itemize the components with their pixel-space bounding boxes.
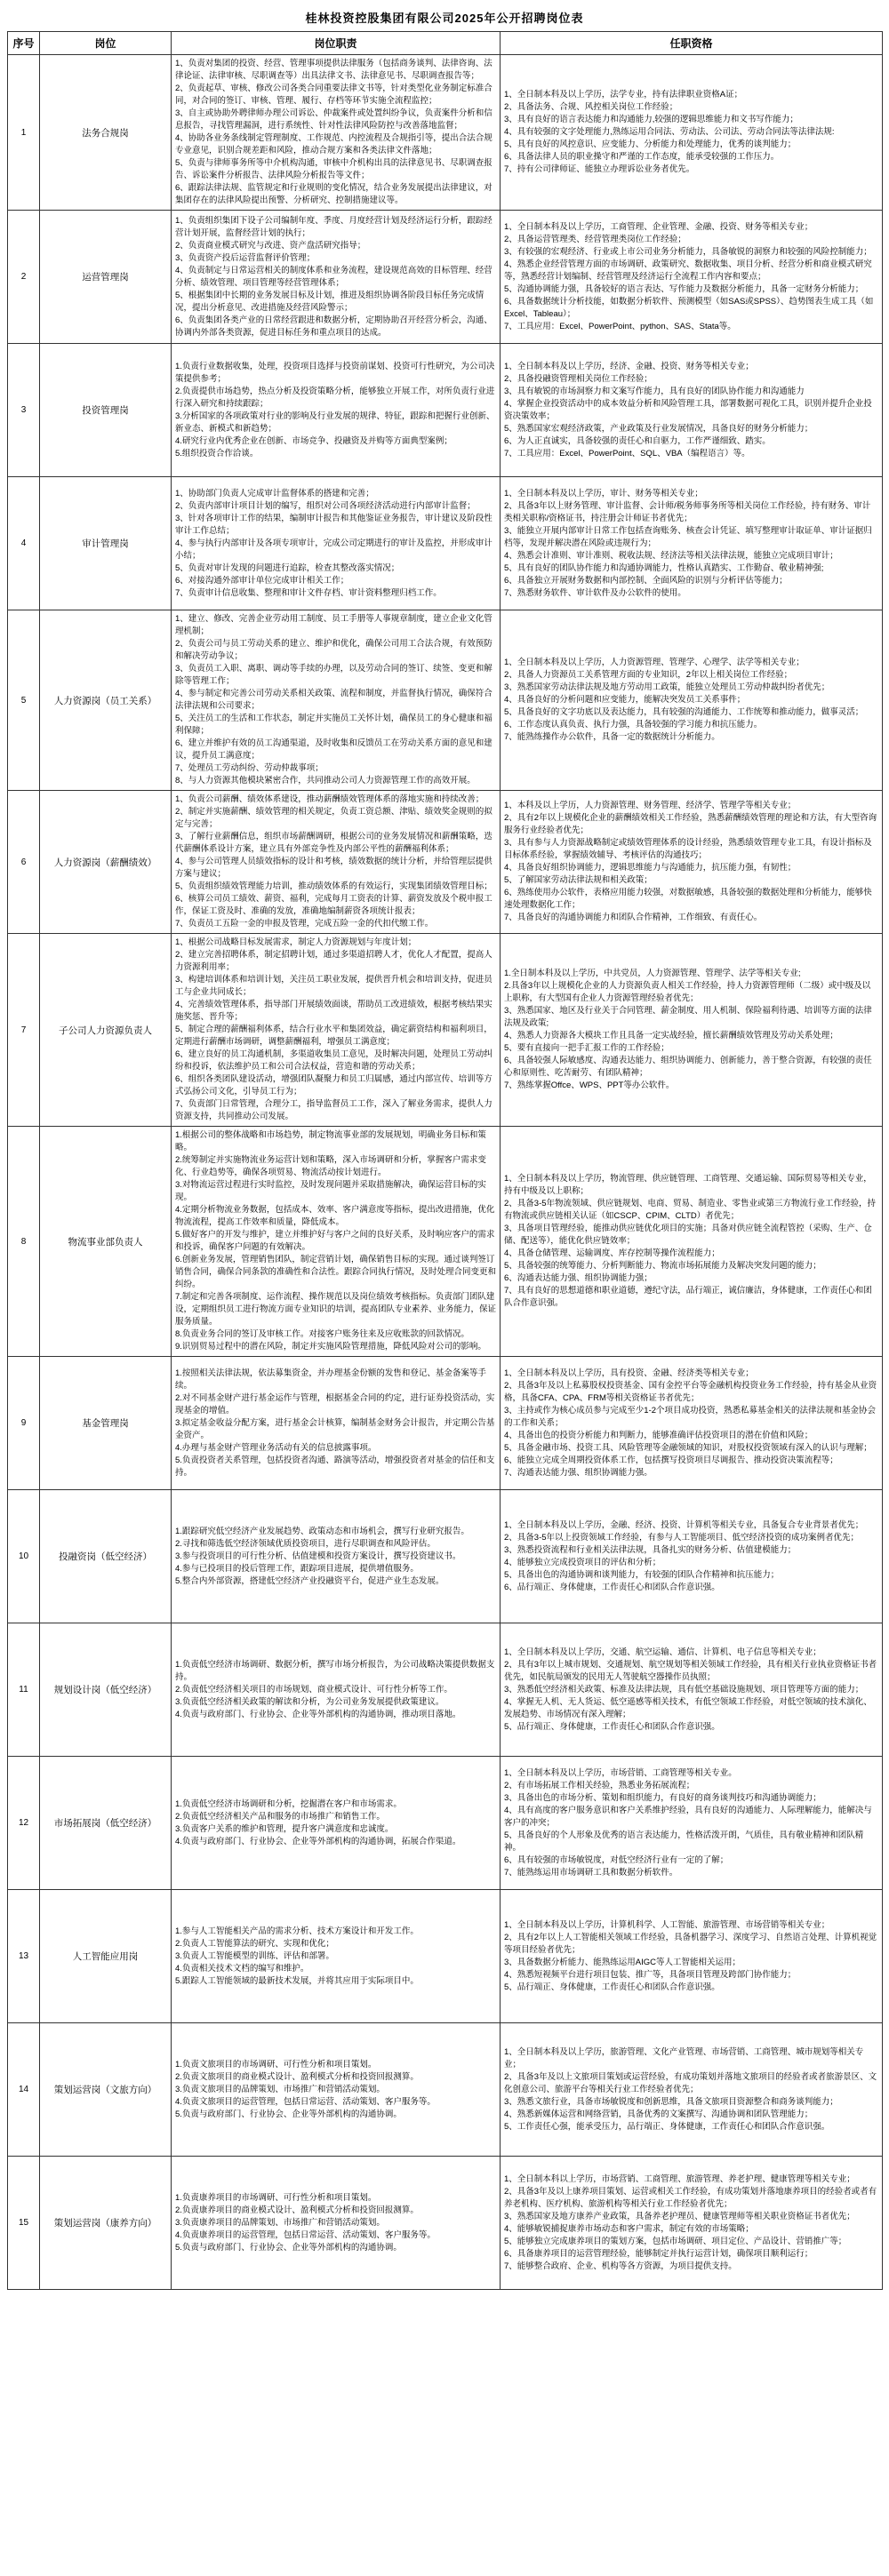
position-qualifications [501, 610, 883, 791]
qualification-line: 6、具备独立开展财务数据和内部控制、全面风险的识别与分析评估等能力； [504, 575, 788, 586]
qualification-line: 4、熟悉新媒体运营和网络营销，具备优秀的文案撰写、沟通协调和团队管理能力； [504, 2109, 813, 2119]
qualification-line: 3、具有参与人力资源战略制定或绩效管理体系的设计经验，熟悉绩效管理专业工具，有设计指标及目标体系经验，掌握绩效辅导、考核评估的沟通技巧； [504, 838, 872, 860]
position-qualifications [501, 477, 883, 610]
row-number: 4 [8, 477, 40, 610]
table-row [8, 211, 883, 344]
qualification-line: 2、具备投融资管理相关岗位工作经验； [504, 373, 653, 384]
qualification-line: 6、具有较强的市场敏锐度，对低空经济行业有一定的了解； [504, 1854, 729, 1865]
position-name: 运营管理岗 [40, 211, 172, 344]
qualification-line: 1、本科及以上学历，人力资源管理、财务管理、经济学、管理学等相关专业； [504, 801, 797, 810]
qualification-line: 5、具有良好的风控意识、应变能力、分析能力和处理能力，优秀的谈判能力； [504, 140, 797, 149]
position-duties [172, 1623, 501, 1757]
qualification-line: 5、具备出色的沟通协调和谈判能力，有较强的团队合作精神和抗压能力； [504, 1569, 780, 1580]
duty-line: 5.负责与政府部门、行业协会、企业等外部机构的沟通协调。 [175, 2242, 402, 2253]
qualification-line: 2、具备3年及以上康养项目策划、运营或相关工作经验，有成功策划并落地康养项目的经验者或者有养老机构、医疗机构、旅游机构等相关行业工作经验者优先； [504, 2186, 877, 2209]
table-row [8, 934, 883, 1127]
duty-line: 8、与人力资源其他模块紧密合作，共同推动公司人力资源管理工作的高效开展。 [175, 776, 476, 786]
position-name: 投融资岗（低空经济） [40, 1490, 172, 1623]
qualification-line: 6、沟通表达能力强、组织协调能力强； [504, 1273, 653, 1283]
table-row [8, 610, 883, 791]
qualification-line: 5、沟通协调能力强，具备较好的语言表达、写作能力及数据分析能力，具备一定财务分析能力； [504, 283, 864, 294]
duty-line: 7、处理员工劳动纠纷、劳动仲裁事项； [175, 763, 324, 773]
qualification-line: 7、能熟练运用市场调研工具和数据分析软件。 [504, 1867, 678, 1878]
duty-line: 6、核算公司员工绩效、薪资、福利，完成每月工资表的计算、薪资发放及个税申报工作，保证工资及时、准确的发放，准确地编制薪资各项统计报表； [175, 894, 493, 916]
position-qualifications [501, 344, 883, 477]
page-title: 桂林投资控股集团有限公司2025年公开招聘岗位表 [305, 12, 584, 25]
qualification-line: 4、能够敏锐捕捉康养市场动态和客户需求，制定有效的市场策略； [504, 2223, 754, 2234]
position-name: 人力资源岗（薪酬绩效） [40, 791, 172, 934]
table-row [8, 1357, 883, 1490]
duty-line: 3.负责客户关系的维护和管理，提升客户满意度和忠诚度。 [175, 1823, 394, 1834]
position-duties [172, 934, 501, 1127]
position-duties [172, 2157, 501, 2290]
duty-line: 2、负责商业模式研究与改进、资产盘活研究指导； [175, 240, 366, 251]
row-number: 5 [8, 610, 40, 791]
position-duties [172, 55, 501, 211]
duty-line: 5.做好客户的开发与维护，建立并维护好与客户之间的良好关系，及时响应客户的需求和投诉，确保客户问题的有效解决。 [175, 1230, 495, 1252]
duty-line: 1.参与人工智能相关产品的需求分析、技术方案设计和开发工作。 [175, 1926, 419, 1936]
duty-line: 3.负责文旅项目的品牌策划、市场推广和营销活动策划。 [175, 2084, 385, 2094]
position-qualifications [501, 934, 883, 1127]
position-duties [172, 1757, 501, 1890]
duty-line: 5.负责与政府部门、行业协会、企业等外部机构的沟通协调。 [175, 2109, 402, 2119]
duty-line: 1.负责康养项目的市场调研、可行性分析和项目策划。 [175, 2192, 377, 2203]
duty-line: 3、了解行业薪酬信息，组织市场薪酬调研，根据公司的业务发展情况和薪酬策略，迭代薪酬体系设计方案，建立具有外部竞争性及内部公平性的薪酬福利体系； [175, 832, 493, 854]
qualification-line: 4、掌握无人机、无人货运、低空遥感等相关技术，有低空领域工作经验，对低空领域的技术演化、发展趋势、市场情况有深入理解； [504, 1696, 872, 1719]
qualification-line: 1、全日制本科及以上学历，审计、财务等相关专业； [504, 488, 703, 498]
qualification-line: 1、全日制本科及以上学历，法学专业，持有法律职业资格A证； [504, 90, 743, 100]
qualification-line: 2、具备人力资源员工关系管理方面的专业知识，2年以上相关岗位工作经验； [504, 670, 793, 680]
qualification-line: 4、具备良好组织协调能力，逻辑思维能力与沟通能力，抗压能力强，有韧性； [504, 863, 797, 873]
row-number: 14 [8, 2023, 40, 2157]
duty-line: 1.负责低空经济市场调研和分析，挖掘潜在客户和市场需求。 [175, 1798, 402, 1809]
qualification-line: 3、熟悉国家劳动法律法规及地方劳动用工政策，能独立处理员工劳动仲裁纠纷者优先； [504, 682, 830, 692]
recruitment-table [7, 31, 883, 2290]
qualification-line: 7、熟练掌握Offce、WPS、PPT等办公软件。 [504, 1081, 675, 1090]
qualification-line: 1.全日制本科及以上学历，中共党员，人力资源管理、管理学、法学等相关专业; [504, 969, 801, 978]
row-number: 1 [8, 55, 40, 211]
duty-line: 3、构建培训体系和培训计划，关注员工职业发展，提供晋升机会和培训支持，促进员工与企业共同成长； [175, 975, 493, 997]
qualification-line: 5、了解国家劳动法律法规和相关政策； [504, 875, 653, 885]
duty-line: 3.负责低空经济相关政策的解读和分析，为公司业务发展提供政策建议。 [175, 1696, 444, 1707]
duty-line: 4、协助各业务条线制定管理制度、工作规范、内控流程及合规指引等，提出合法合规专业意见，识别合规差距和风险，推动合规方案和各类法律文件落地； [175, 133, 493, 156]
qualification-line: 2、有市场拓展工作相关经验，熟悉业务拓展流程； [504, 1780, 695, 1790]
duty-line: 2.负责康养项目的商业模式设计、盈利模式分析和投资回报测算。 [175, 2205, 419, 2215]
qualification-line: 2、具备运营管理类、经营管理类岗位工作经验； [504, 234, 686, 244]
qualification-line: 6、工作态度认真负责、执行力强，具备较强的学习能力和抗压能力。 [504, 720, 763, 730]
position-name: 物流事业部负责人 [40, 1127, 172, 1357]
position-qualifications [501, 1890, 883, 2023]
duty-line: 4、参与公司管理人员绩效指标的设计和考核，绩效数据的统计分析，并给管理层提供方案与建议； [175, 857, 493, 879]
header-row [8, 32, 883, 55]
position-duties [172, 211, 501, 344]
duty-line: 6、建立良好的员工沟通机制，多渠道收集员工意见，及时解决问题，处理员工劳动纠纷和投诉，依法维护员工和公司合法权益，营造和谐的劳动关系； [175, 1049, 493, 1072]
duty-line: 1.根据公司的整体战略和市场趋势，制定物流事业部的发展规划，明确业务目标和策略。 [175, 1130, 486, 1152]
duty-line: 1、负责对集团的投资、经营、管理事项提供法律服务（包括商务谈判、法律咨询、法律论证、法律审核、尽职调查等）出具法律文书、法律意见书、尽职调查报告等； [175, 59, 493, 81]
qualification-line: 1、全日制本科及以上学历，市场营销、工商管理等相关专业。 [504, 1767, 737, 1778]
qualification-line: 3、熟悉投资流程和行业相关法律法规，具备扎实的财务分析、估值建模能力； [504, 1544, 797, 1555]
position-duties [172, 1357, 501, 1490]
qualification-line: 7、持有公司律师证、能独立办理诉讼业务者优先。 [504, 164, 695, 174]
duty-line: 1、协助部门负责人完成审计监督体系的搭建和完善； [175, 488, 374, 498]
duty-line: 4.负责文旅项目的运营管理，包括日常运营、活动策划、客户服务等。 [175, 2096, 436, 2107]
duty-line: 3.参与投资项目的可行性分析、估值建模和投资方案设计，撰写投资建议书。 [175, 1551, 461, 1561]
qualification-line: 1、全日制本科及以上学历，旅游管理、文化产业管理、市场营销、工商管理、城市规划等相关专业； [504, 2046, 864, 2070]
qualification-line: 7、具备良好的沟通协调能力和团队合作精神，工作细致、有责任心。 [504, 913, 763, 922]
qualification-line: 6、熟练使用办公软件，表格应用能力较强，对数据敏感，具备较强的数据处理和分析能力，能够快速处理数据化工作； [504, 888, 872, 910]
position-name: 人力资源岗（员工关系） [40, 610, 172, 791]
qualification-line: 1、全日制本科及以上学历，交通、航空运输、通信、计算机、电子信息等相关专业； [504, 1647, 821, 1657]
qualification-line: 2.具备3年以上规模化企业的人力资源负责人相关工作经验，持人力资源管理师（二级）或中级及以上职称，有大型国有企业人力资源管理经验者优先； [504, 981, 871, 1003]
table-row [8, 1127, 883, 1357]
table-row [8, 2023, 883, 2157]
qualification-line: 1、全日制本科以上学历，市场营销、工商管理、旅游管理、养老护理、健康管理等相关专业； [504, 2173, 855, 2184]
duty-line: 7、负责员工五险一金的申报及管理，完成五险一金的代扣代缴工作。 [175, 919, 434, 929]
duty-line: 1.跟踪研究低空经济产业发展趋势、政策动态和市场机会，撰写行业研究报告。 [175, 1526, 469, 1536]
qualification-line: 5、品行端正、身体健康，工作责任心和团队合作意识强。 [504, 1982, 720, 1992]
duty-line: 6、对接沟通外部审计单位完成审计相关工作； [175, 575, 349, 586]
qualification-line: 3、熟悉国家及地方康养产业政策，具备养老护理员、健康管理师等相关职业资格证书者优先； [504, 2211, 855, 2221]
row-number: 3 [8, 344, 40, 477]
duty-line: 5、关注员工的生活和工作状态，制定并实施员工关怀计划，确保员工的身心健康和福利保障； [175, 714, 493, 736]
qualification-line: 4、掌握企业投资活动中的成本效益分析和风险管理工具，部署数据可视化工具，识别并提升企业投资决策效率； [504, 398, 872, 421]
table-row [8, 2157, 883, 2290]
duty-line: 2.负责低空经济相关项目的市场规划、商业模式设计、可行性分析等工作。 [175, 1684, 453, 1695]
qualification-line: 2、具备3年及以上文旅项目策划或运营经验，有成功策划并落地文旅项目的经验者或者旅游景区、文化创意公司、旅游平台等相关行业工作经验者优先； [504, 2071, 877, 2094]
position-name: 投资管理岗 [40, 344, 172, 477]
row-number: 10 [8, 1490, 40, 1623]
qualification-line: 1、全日制本科及以上学历，人力资源管理、管理学、心理学、法学等相关专业； [504, 658, 805, 667]
duty-line: 5、负责组织绩效管理能力培训，推动绩效体系的有效运行，实现集团绩效管理目标； [175, 881, 493, 891]
qualification-line: 3、熟悉国家、地区及行业关于合同管理、薪金制度、用人机制、保险福利待遇、培训等方面的法律法规及政策; [504, 1006, 872, 1028]
position-duties [172, 1490, 501, 1623]
qualification-line: 2、具备3-5年以上投资领域工作经验，有参与人工智能项目、低空经济投资的成功案例者优先； [504, 1532, 860, 1543]
qualification-line: 3、能独立开展内部审计日常工作包括查询账务、核查会计凭证、填写整理审计取证单、审计证据归档等，发现并解决潜在风险或违规行为； [504, 525, 872, 548]
position-name: 基金管理岗 [40, 1357, 172, 1490]
duty-line: 3、负责员工入职、离职、调动等手续的办理，以及劳动合同的签订、续签、变更和解除等管理工作； [175, 664, 493, 686]
qualification-line: 2、具备3年及以上私募股权投资基金、国有金控平台等金融机构投资业务工作经验，持有基金从业资格，具备CFA、CPA、FRM等相关资格证书者优先； [504, 1380, 877, 1403]
duty-line: 4.参与已投项目的投后管理工作，跟踪项目进展，提供增值服务。 [175, 1563, 419, 1574]
duty-line: 5.负责投资者关系管理，包括投资者沟通、路演等活动，增强投资者对基金的信任和支持。 [175, 1455, 495, 1478]
qualification-line: 1、全日制本科及以上学历，经济、金融、投资、财务等相关专业； [504, 361, 754, 371]
duty-line: 5、制定合理的薪酬福利体系，结合行业水平和集团效益，确定薪资结构和福利项目，定期进行薪酬市场调研，调整薪酬福利，增强员工满意度； [175, 1025, 493, 1047]
duty-line: 3.负责人工智能模型的训练、评估和部署。 [175, 1950, 334, 1961]
duty-line: 5、负责与律师事务所等中介机构沟通，审核中介机构出具的法律意见书、尽职调查报告、诉讼案件分析报告、法律风险分析报告等文件； [175, 158, 493, 180]
qualification-line: 3、具备项目管理经验，能推动供应链优化项目的实施；具备对供应链全流程管控（采购、生产、仓储、配送等），能优化供应链效率； [504, 1224, 872, 1246]
duty-line: 4.负责相关技术文档的编写和维护。 [175, 1963, 309, 1974]
duty-line: 5.跟踪人工智能领域的最新技术发展，并将其应用于实际项目中。 [175, 1975, 419, 1986]
qualification-line: 5、具备较强的统筹能力、分析判断能力、物流市场拓展能力及解决突发问题的能力； [504, 1261, 821, 1271]
duty-line: 4、参与执行内部审计及各项专项审计，完成公司定期进行的审计及监控，并形成审计小结； [175, 538, 493, 561]
qualification-line: 2、具备3-5年物流领域、供应链规划、电商、贸易、制造业、零售业或第三方物流行业工作经验，持有物流或供应链相关认证（如CSCP、CPIM、CLTD）者优先； [504, 1199, 877, 1221]
row-number: 13 [8, 1890, 40, 2023]
qualification-line: 1、全日制本科及以上学历，工商管理、企业管理、金融、投资、财务等相关专业； [504, 221, 813, 232]
position-name: 规划设计岗（低空经济） [40, 1623, 172, 1757]
position-qualifications [501, 1357, 883, 1490]
qualification-line: 7、工具应用：Excel、PowerPoint、python、SAS、Stata等。 [504, 321, 736, 331]
duty-line: 4.办理与基金财产管理业务活动有关的信息披露事项。 [175, 1442, 377, 1453]
col-header-position: 岗位 [40, 32, 172, 55]
duty-line: 1.负责行业数据收集，处理，投资项目选择与投资前谋划、投资可行性研究，为公司决策提供参考； [175, 361, 495, 384]
duty-line: 4、完善绩效管理体系，指导部门开展绩效面谈，帮助员工改进绩效，根据考核结果实施奖惩、晋升等； [175, 1000, 493, 1022]
duty-line: 3.拟定基金收益分配方案，进行基金会计核算，编制基金财务会计报告，并定期公告基金资产。 [175, 1417, 495, 1440]
duty-line: 2.负责提供市场趋势，热点分析及投资策略分析，能够独立开展工作，对所负责行业进行深入研究和持续跟踪； [175, 386, 495, 409]
col-header-qualifications: 任职资格 [501, 32, 883, 55]
duty-line: 1、建立、修改、完善企业劳动用工制度、员工手册等人事规章制度，建立企业文化管理机制； [175, 614, 493, 636]
duty-line: 8.负责业务合同的签订及审核工作。对接客户账务往来及应收账款的回款情况。 [175, 1329, 469, 1339]
position-name: 市场拓展岗（低空经济） [40, 1757, 172, 1890]
qualification-line: 1、全日制本科及以上学历，具有投资、金融、经济类等相关专业； [504, 1368, 754, 1378]
qualification-line: 4、具备仓储管理、运输调度、库存控制等操作流程能力； [504, 1248, 720, 1258]
qualification-line: 5、要有直接向一把手汇报工作的工作经验； [504, 1043, 669, 1053]
table-row [8, 1890, 883, 2023]
position-duties [172, 610, 501, 791]
qualification-line: 3、具有敏锐的市场洞察力和文案写作能力，具有良好的团队协作能力和沟通能力 [504, 386, 805, 396]
qualification-line: 5、具备良好的文字功底以及表达能力，具有较强的沟通能力、工作统筹和推动能力，做事灵活； [504, 707, 864, 717]
duty-line: 1、负责公司薪酬、绩效体系建设，推动薪酬绩效管理体系的落地实施和持续改善； [175, 794, 485, 804]
qualification-line: 1、全日制本科及以上学历，金融、经济、投资、计算机等相关专业，具备复合专业背景者优先； [504, 1519, 864, 1530]
table-row [8, 1623, 883, 1757]
qualification-line: 3、熟悉文旅行业，具备市场敏锐度和创新思维，具备文旅项目资源整合和商务谈判能力； [504, 2096, 838, 2107]
qualification-line: 6、具备康养项目的运营管理经验，能够制定并执行运营计划，确保项目顺利运行； [504, 2248, 813, 2259]
duty-line: 2、建立完善招聘体系，制定招聘计划，通过多渠道招聘人才，优化人才配置，提高人力资源利用率； [175, 950, 493, 972]
duty-line: 2.负责低空经济相关产品和服务的市场推广和销售工作。 [175, 1811, 385, 1822]
qualification-line: 7、熟悉财务软件、审计软件及办公软件的使用。 [504, 587, 686, 598]
position-qualifications [501, 1490, 883, 1623]
qualification-line: 5、工作责任心强，能承受压力，品行端正、身体健康，工作责任心和团队合作意识强。 [504, 2121, 830, 2132]
row-number: 15 [8, 2157, 40, 2290]
duty-line: 4、负责制定与日常运营相关的制度体系和业务流程，建设规范高效的目标管理、经营分析、绩效管理、项目管理等经营管理体系； [175, 265, 493, 288]
position-name: 策划运营岗（文旅方向） [40, 2023, 172, 2157]
row-number: 9 [8, 1357, 40, 1490]
qualification-line: 4、熟悉短视频平台进行项目包装、推广等，具备项目管理及跨部门协作能力； [504, 1969, 797, 1980]
duty-line: 1、负责组织集团下设子公司编制年度、季度、月度经营计划及经济运行分析，跟踪经营计划开展，监督经营计划的执行； [175, 215, 493, 238]
position-name: 子公司人力资源负责人 [40, 934, 172, 1127]
duty-line: 9.识别贸易过程中的潜在风险，制定并实施风险管理措施，降低风险对公司的影响。 [175, 1342, 486, 1352]
qualification-line: 2、具有2年以上规模化企业的薪酬绩效相关工作经验，熟悉薪酬绩效管理的理论和方法，有大型咨询服务行业经验者优先； [504, 813, 877, 835]
position-qualifications [501, 211, 883, 344]
qualification-line: 7、工具应用：Excel、PowerPoint、SQL、VBA（编程语言）等。 [504, 448, 750, 459]
qualification-line: 5、具有良好的团队协作能力和沟通协调能力，性格认真踏实、工作勤奋、敬业精神强; [504, 562, 824, 573]
duty-line: 6.创新业务发展，管理销售团队，制定营销计划，确保销售目标的实现。通过谈判签订销售合同，确保合同条款的准确性和合法性。跟踪合同执行情况，及时处理合同变更和纠纷。 [175, 1255, 497, 1289]
position-name: 人工智能应用岗 [40, 1890, 172, 2023]
duty-line: 3.负责康养项目的品牌策划、市场推广和营销活动策划。 [175, 2217, 385, 2228]
qualification-line: 6、品行端正、身体健康，工作责任心和团队合作意识强。 [504, 1582, 720, 1592]
duty-line: 7.制定和完善各项制度、运作流程、操作规范以及岗位绩效考核指标。负责部门团队建设，定期组织员工进行物流方面专业知识的培训，提高团队专业素养、业务能力，保证服务质量。 [175, 1292, 497, 1327]
duty-line: 5.整合内外部资源，搭建低空经济产业投融资平台，促进产业生态发展。 [175, 1575, 444, 1586]
duty-line: 2、负责公司与员工劳动关系的建立、维护和优化，确保公司用工合法合规，有效预防和解决劳动争议； [175, 639, 493, 661]
row-number: 2 [8, 211, 40, 344]
qualification-line: 1、全日制本科及以上学历，物流管理、供应链管理、工商管理、交通运输、国际贸易等相关专业，持有中级及以上职称； [504, 1174, 872, 1196]
row-number: 8 [8, 1127, 40, 1357]
position-name: 法务合规岗 [40, 55, 172, 211]
duty-line: 2.统筹制定并实施物流业务运营计划和策略，深入市场调研和分析，掌握客户需求变化、行业趋势等，确保各项贸易、物流活动按计划进行。 [175, 1155, 486, 1177]
duty-line: 5、负责对审计发现的问题进行追踪，检查其整改落实情况； [175, 562, 400, 573]
qualification-line: 4、具有较强的文字处理能力,熟练运用合同法、劳动法、公司法、劳动合同法等法律法规: [504, 127, 835, 137]
qualification-line: 4、熟悉企业经营管理方面的市场调研、政策研究、数据收集、项目分析、经营分析和商业模式研究等，熟悉经营计划编制、经营管理及经济运行全流程工作内容和要点； [504, 259, 872, 282]
table-row [8, 344, 883, 477]
position-duties [172, 791, 501, 934]
position-duties [172, 1127, 501, 1357]
qualification-line: 3、具备数据分析能力、能熟练运用AIGC等人工智能相关运用； [504, 1957, 741, 1967]
qualification-line: 6、为人正直诚实，具备较强的责任心和自驱力，工作严谨细致、踏实。 [504, 435, 771, 446]
duty-line: 7、负责部门日常管理，合理分工，指导监督员工工作，深入了解业务需求，提供人力资源支持，共同推动公司发展。 [175, 1099, 493, 1121]
duty-line: 6、建立并维护有效的员工沟通渠道，及时收集和反馈员工在劳动关系方面的意见和建议，提升员工满意度； [175, 738, 493, 761]
table-row [8, 1490, 883, 1623]
qualification-line: 2、具有3年以上城市规划、交通规划、航空规划等相关领域工作经验，具有相关行业执业资格证书者优先，如民航局颁发的民用无人驾驶航空器操作员执照； [504, 1659, 877, 1682]
qualification-line: 4、熟悉人力资源各大模块工作且具备一定实战经验，擅长薪酬绩效管理及劳动关系处理； [504, 1031, 838, 1041]
table-header [8, 32, 883, 55]
position-qualifications [501, 2023, 883, 2157]
position-qualifications [501, 1623, 883, 1757]
qualification-line: 6、具备法律人员的职业操守和严谨的工作态度，能承受较强的工作压力。 [504, 152, 780, 162]
positions-table-body [8, 55, 883, 2290]
table-row [8, 791, 883, 934]
duty-line: 3、针对各项审计工作的结果，编制审计报告和其他鉴证业务报告，审计建议及阶段性审计工作总结； [175, 513, 493, 536]
position-duties [172, 1890, 501, 2023]
position-qualifications [501, 55, 883, 211]
row-number: 12 [8, 1757, 40, 1890]
qualification-line: 5、具备良好的个人形象及优秀的语言表达能力，性格活泼开朗，气质佳，具有敬业精神和团队精神。 [504, 1830, 864, 1853]
duty-line: 1.负责低空经济市场调研、数据分析，撰写市场分析报告，为公司战略决策提供数据支持。 [175, 1659, 495, 1682]
position-qualifications [501, 791, 883, 934]
position-duties [172, 2023, 501, 2157]
qualification-line: 4、具备出色的投资分析能力和判断力，能够准确评估投资项目的潜在价值和风险； [504, 1430, 813, 1440]
qualification-line: 2、具备法务、合规、风控相关岗位工作经验； [504, 102, 678, 112]
qualification-line: 6、具备数据统计分析技能，如数据分析软件、预测模型（如SAS或SPSS）、趋势图表生成工具（如Excel、Tableau）； [504, 296, 874, 319]
duty-line: 2、制定并实施薪酬、绩效管理的相关规定，负责工资总额、津贴、绩效奖金规则的拟定与完善； [175, 807, 493, 829]
row-number: 6 [8, 791, 40, 934]
position-name: 审计管理岗 [40, 477, 172, 610]
qualification-line: 3、有较强的宏观经济、行业或上市公司业务分析能力，具备敏锐的洞察力和较强的风险控制能力； [504, 246, 872, 257]
qualification-line: 4、具有高度的客户服务意识和客户关系维护经验，具有良好的沟通能力、人际理解能力，能解决与客户的冲突； [504, 1805, 872, 1828]
col-header-duties: 岗位职责 [172, 32, 501, 55]
duty-line: 4.负责康养项目的运营管理，包括日常运营、活动策划、客户服务等。 [175, 2229, 436, 2240]
duty-line: 5、根据集团中长期的业务发展目标及计划，推进及组织协调各阶段目标任务完成情况，提出分析意见、改进措施及经营风险警示； [175, 290, 485, 313]
duty-line: 6、负责集团各类产业的日常经营跟进和数据分析，定期协助召开经营分析会，沟通、协调内外部各类资源，促进目标任务和重点项目的达成。 [175, 315, 493, 338]
qualification-line: 5、能够独立完成康养项目的策划方案，包括市场调研、项目定位、产品设计、营销推广等； [504, 2236, 847, 2246]
position-duties [172, 477, 501, 610]
row-number: 11 [8, 1623, 40, 1757]
duty-line: 6、跟踪法律法规、监管规定和行业规则的变化情况，结合业务发展提出法律建议，对集团存在的法律风险提出预警、分析研究、控制措施建议等。 [175, 183, 493, 205]
position-name: 策划运营岗（康养方向） [40, 2157, 172, 2290]
duty-line: 7、负责审计信息收集、整理和审计文件存档、审计资料整理归档工作。 [175, 587, 442, 598]
qualification-line: 7、具有良好的思想道德和职业道德，遵纪守法，品行端正，诚信廉洁，身体健康，工作责任心和团队合作意识强。 [504, 1286, 872, 1308]
position-qualifications [501, 2157, 883, 2290]
qualification-line: 3、熟悉低空经济相关政策、标准及法律法规，具有低空基础设施规划、项目管理等方面的能力； [504, 1684, 864, 1695]
duty-line: 4.研究行业内优秀企业在创新、市场竞争、投融资及并购等方面典型案例； [175, 435, 453, 446]
duty-line: 4.定期分析物流业务数据，包括成本、效率、客户满意度等指标，提出改进措施，优化物流流程，提高工作效率和质量，降低成本。 [175, 1205, 495, 1227]
qualification-line: 1、全日制本科及以上学历，计算机科学、人工智能、旅游管理、市场营销等相关专业； [504, 1919, 830, 1930]
qualification-line: 3、主持或作为核心成员参与完成至少1-2个项目成功投资，熟悉私募基金相关的法律法规和基金协会的工作和关系； [504, 1405, 877, 1428]
qualification-line: 4、具备良好的分析问题和应变能力，能解决突发员工关系事件； [504, 695, 746, 705]
duty-line: 2.寻找和筛选低空经济领域优质投资项目，进行尽职调查和风险评估。 [175, 1538, 436, 1549]
qualification-line: 5、具备金融市场、投资工具、风险管理等金融领域的知识，对股权投资领域有深入的认识与理解； [504, 1442, 872, 1453]
duty-line: 1、根据公司战略目标发展需求，制定人力资源规划与年度计划； [175, 937, 417, 947]
duty-line: 6、组织各类团队建设活动，增强团队凝聚力和员工归属感，通过内部宣传、培训等方式弘扬公司文化，引导员工行为； [175, 1074, 493, 1097]
duty-line: 2.负责人工智能算法的研究、实现和优化； [175, 1938, 334, 1949]
table-row [8, 477, 883, 610]
position-qualifications [501, 1757, 883, 1890]
duty-line: 1.按照相关法律法规，依法募集资金，并办理基金份额的发售和登记、基金备案等手续。 [175, 1368, 486, 1391]
duty-line: 2、负责起草、审核、修改公司各类合同重要法律文书等，针对类型化业务制定标准合同，对合同的签订、审核、管理、履行、存档等环节实施全流程监控； [175, 84, 493, 106]
qualification-line: 4、能够独立完成投资项目的评估和分析； [504, 1557, 661, 1567]
duty-line: 4、参与制定和完善公司劳动关系相关政策、流程和制度，并监督执行情况，确保符合法律法规和公司要求； [175, 689, 493, 711]
duty-line: 3.对物流运营过程进行实时监控，及时发现问题并采取措施解决，确保运营目标的实现。 [175, 1180, 486, 1202]
col-header-no: 序号 [8, 32, 40, 55]
qualification-line: 7、能够整合政府、企业、机构等各方资源，为项目提供支持。 [504, 2261, 737, 2271]
qualification-line: 7、能熟练操作办公软件，具备一定的数据统计分析能力。 [504, 732, 720, 742]
duty-line: 3.分析国家的各项政策对行业的影响及行业发展的规律、特征，跟踪和把握行业创新、新业态、新模式和新趋势； [175, 411, 495, 434]
duty-line: 2.对不同基金财产进行基金运作与管理，根据基金合同的约定，进行证券投资活动，实现基金的增值。 [175, 1392, 495, 1416]
qualification-line: 2、具有2年以上人工智能相关领域工作经验，具备机器学习、深度学习、自然语言处理、计算机视觉等项目经验者优先； [504, 1932, 877, 1955]
duty-line: 2、负责内部审计项目计划的编写，组织对公司各项经济活动进行内部审计监督； [175, 500, 476, 511]
qualification-line: 3、具有良好的语言表达能力和沟通能力,较强的逻辑思维能力和文书写作能力； [504, 115, 798, 124]
duty-line: 2.负责文旅项目的商业模式设计、盈利模式分析和投资回报测算。 [175, 2071, 419, 2082]
qualification-line: 5、品行端正、身体健康，工作责任心和团队合作意识强。 [504, 1721, 720, 1732]
duty-line: 1.负责文旅项目的市场调研、可行性分析和项目策划。 [175, 2059, 377, 2070]
qualification-line: 3、具备出色的市场分析、策划和组织能力，有良好的商务谈判技巧和沟通协调能力； [504, 1792, 821, 1803]
qualification-line: 6、能独立完成全周期投资体系工作，包括撰写投资项目尽调报告、推动投资决策流程等； [504, 1455, 838, 1465]
qualification-line: 5、熟悉国家宏观经济政策，产业政策及行业发展情况，具备良好的财务分析能力； [504, 423, 813, 434]
row-number: 7 [8, 934, 40, 1127]
duty-line: 5.组织投资合作洽谈。 [175, 448, 259, 459]
position-qualifications [501, 1127, 883, 1357]
qualification-line: 4、熟悉会计准则、审计准则、税收法规、经济法等相关法律法规，能独立完成项目审计； [504, 550, 838, 561]
qualification-line: 6、具备较强人际敏感度、沟通表达能力、组织协调能力、创新能力，善于整合资源，有较强的责任心和原则性、吃苦耐劳、有团队精神； [504, 1056, 872, 1078]
duty-line: 3、自主或协助外聘律师办理公司诉讼、仲裁案件或处置纠纷争议，负责案件分析和信息报告，寻找管理漏洞，进行系统性、针对性法律风险防控与改善落地监督； [175, 108, 493, 131]
position-duties [172, 344, 501, 477]
table-row [8, 1757, 883, 1890]
duty-line: 4.负责与政府部门、行业协会、企业等外部机构的沟通协调，推动项目落地。 [175, 1709, 461, 1719]
duty-line: 4.负责与政府部门、行业协会、企业等外部机构的沟通协调，拓展合作渠道。 [175, 1836, 461, 1846]
qualification-line: 7、沟通表达能力强、组织协调能力强。 [504, 1467, 653, 1478]
duty-line: 3、负责资产投后运营监督评价管理； [175, 252, 316, 263]
table-row [8, 55, 883, 211]
qualification-line: 2、具备3年以上财务管理、审计监督、会计师/税务师事务所等相关岗位工作经验，持有财务、审计类相关职称/资格证书，持注册会计师证书者优先； [504, 500, 871, 523]
